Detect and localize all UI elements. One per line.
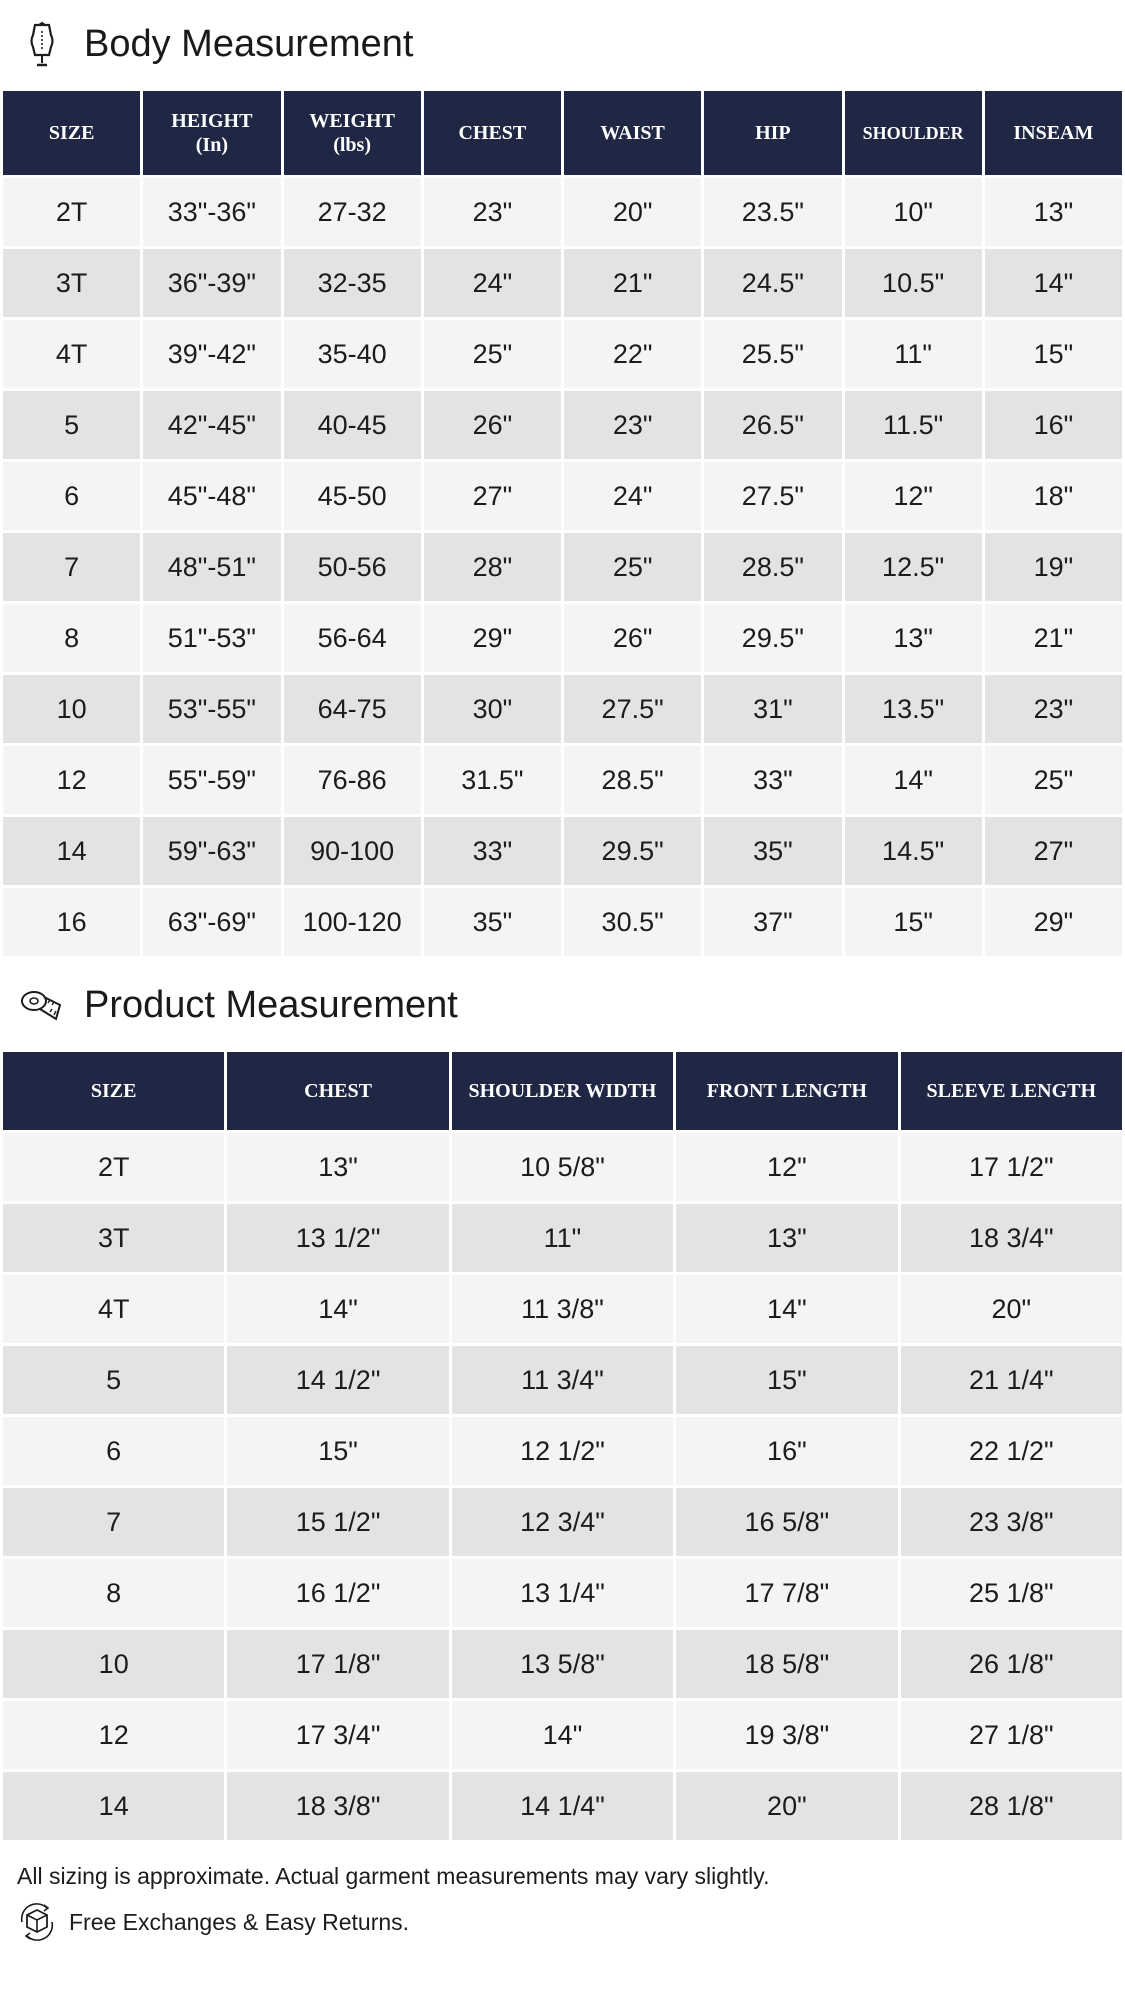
exchange-returns-note [0, 1902, 1125, 1942]
column-header-size: SIZE [3, 91, 140, 175]
table-cell: 13 1/2" [227, 1204, 448, 1272]
table-cell: 15" [985, 320, 1122, 388]
table-cell: 32-35 [284, 249, 421, 317]
table-cell: 25" [564, 533, 701, 601]
table-row [3, 1559, 1122, 1627]
product-measurement-title: Product Measurement [84, 983, 458, 1026]
table-row [3, 1701, 1122, 1769]
table-cell: 14" [845, 746, 982, 814]
table-cell: 30.5" [564, 888, 701, 956]
table-cell: 15 1/2" [227, 1488, 448, 1556]
table-cell: 10" [845, 178, 982, 246]
table-cell: 15" [227, 1417, 448, 1485]
table-cell: 14" [985, 249, 1122, 317]
product-measurement-table [0, 1049, 1125, 1843]
body-measurement-table [0, 88, 1125, 959]
table-row [3, 1417, 1122, 1485]
table-cell: 42"-45" [143, 391, 280, 459]
table-cell: 26" [564, 604, 701, 672]
table-cell: 17 1/2" [901, 1133, 1122, 1201]
table-row [3, 462, 1122, 530]
table-cell: 17 1/8" [227, 1630, 448, 1698]
table-row [3, 391, 1122, 459]
table-cell: 27 1/8" [901, 1701, 1122, 1769]
table-cell: 11.5" [845, 391, 982, 459]
table-cell: 27.5" [564, 675, 701, 743]
table-cell: 13.5" [845, 675, 982, 743]
table-cell: 19" [985, 533, 1122, 601]
column-header-inseam: INSEAM [985, 91, 1122, 175]
table-cell: 14 [3, 817, 140, 885]
exchange-returns-text: Free Exchanges & Easy Returns. [69, 1908, 410, 1935]
dress-form-icon [20, 19, 64, 69]
table-row [3, 1630, 1122, 1698]
table-cell: 10.5" [845, 249, 982, 317]
table-cell: 3T [3, 249, 140, 317]
table-row [3, 1346, 1122, 1414]
table-cell: 53"-55" [143, 675, 280, 743]
table-row [3, 1133, 1122, 1201]
table-cell: 29" [424, 604, 561, 672]
table-cell: 24" [564, 462, 701, 530]
table-cell: 26" [424, 391, 561, 459]
table-cell: 45-50 [284, 462, 421, 530]
table-cell: 12 [3, 746, 140, 814]
table-cell: 12 [3, 1701, 224, 1769]
table-cell: 6 [3, 462, 140, 530]
table-cell: 51"-53" [143, 604, 280, 672]
table-cell: 25" [424, 320, 561, 388]
column-header-shoulder: SHOULDER [845, 91, 982, 175]
table-cell: 29.5" [704, 604, 841, 672]
table-cell: 14" [452, 1701, 673, 1769]
table-cell: 13" [985, 178, 1122, 246]
table-row [3, 888, 1122, 956]
table-cell: 33" [424, 817, 561, 885]
table-cell: 33"-36" [143, 178, 280, 246]
table-cell: 20" [901, 1275, 1122, 1343]
table-cell: 30" [424, 675, 561, 743]
table-cell: 20" [564, 178, 701, 246]
table-row [3, 1275, 1122, 1343]
table-cell: 25.5" [704, 320, 841, 388]
table-cell: 26 1/8" [901, 1630, 1122, 1698]
product-measurement-header [0, 961, 1125, 1049]
table-cell: 35-40 [284, 320, 421, 388]
table-row [3, 1204, 1122, 1272]
column-header-front-length: FRONT LENGTH [676, 1052, 897, 1130]
table-cell: 27-32 [284, 178, 421, 246]
table-cell: 20" [676, 1772, 897, 1840]
table-cell: 14 1/2" [227, 1346, 448, 1414]
table-row [3, 320, 1122, 388]
table-cell: 14" [227, 1275, 448, 1343]
sizing-disclaimer: All sizing is approximate. Actual garment measurements may vary slightly. [17, 1863, 770, 1889]
table-cell: 64-75 [284, 675, 421, 743]
table-row [3, 746, 1122, 814]
table-cell: 40-45 [284, 391, 421, 459]
table-cell: 29.5" [564, 817, 701, 885]
table-cell: 19 3/8" [676, 1701, 897, 1769]
table-cell: 39"-42" [143, 320, 280, 388]
table-header-row [3, 91, 1122, 175]
table-cell: 17 7/8" [676, 1559, 897, 1627]
table-cell: 10 [3, 1630, 224, 1698]
table-cell: 28.5" [564, 746, 701, 814]
table-cell: 36"-39" [143, 249, 280, 317]
table-cell: 14 1/4" [452, 1772, 673, 1840]
table-cell: 23.5" [704, 178, 841, 246]
table-cell: 48"-51" [143, 533, 280, 601]
table-cell: 59"-63" [143, 817, 280, 885]
table-cell: 14 [3, 1772, 224, 1840]
table-cell: 27.5" [704, 462, 841, 530]
table-cell: 14.5" [845, 817, 982, 885]
table-cell: 12" [845, 462, 982, 530]
table-cell: 100-120 [284, 888, 421, 956]
column-header-size: SIZE [3, 1052, 224, 1130]
table-cell: 15" [676, 1346, 897, 1414]
table-cell: 25 1/8" [901, 1559, 1122, 1627]
table-cell: 8 [3, 1559, 224, 1627]
table-row [3, 604, 1122, 672]
table-cell: 13 1/4" [452, 1559, 673, 1627]
table-cell: 21" [985, 604, 1122, 672]
table-cell: 16 1/2" [227, 1559, 448, 1627]
table-cell: 31.5" [424, 746, 561, 814]
table-cell: 11" [845, 320, 982, 388]
table-cell: 13 5/8" [452, 1630, 673, 1698]
body-measurement-header [0, 0, 1125, 88]
table-cell: 26.5" [704, 391, 841, 459]
table-cell: 4T [3, 320, 140, 388]
table-cell: 35" [424, 888, 561, 956]
table-cell: 16 [3, 888, 140, 956]
table-cell: 21 1/4" [901, 1346, 1122, 1414]
table-cell: 5 [3, 391, 140, 459]
table-cell: 90-100 [284, 817, 421, 885]
column-header-height: HEIGHT (In) [143, 91, 280, 175]
table-cell: 18" [985, 462, 1122, 530]
table-cell: 63"-69" [143, 888, 280, 956]
table-cell: 13" [676, 1204, 897, 1272]
table-cell: 17 3/4" [227, 1701, 448, 1769]
table-cell: 24" [424, 249, 561, 317]
table-cell: 8 [3, 604, 140, 672]
table-cell: 10 5/8" [452, 1133, 673, 1201]
table-cell: 5 [3, 1346, 224, 1414]
table-cell: 27" [985, 817, 1122, 885]
table-cell: 23 3/8" [901, 1488, 1122, 1556]
table-cell: 23" [564, 391, 701, 459]
table-cell: 33" [704, 746, 841, 814]
table-cell: 14" [676, 1275, 897, 1343]
column-header-hip: HIP [704, 91, 841, 175]
table-header-row [3, 1052, 1122, 1130]
table-cell: 27" [424, 462, 561, 530]
table-cell: 18 3/4" [901, 1204, 1122, 1272]
table-cell: 12" [676, 1133, 897, 1201]
table-cell: 11" [452, 1204, 673, 1272]
column-header-chest: CHEST [227, 1052, 448, 1130]
table-cell: 28 1/8" [901, 1772, 1122, 1840]
table-cell: 21" [564, 249, 701, 317]
table-cell: 16" [985, 391, 1122, 459]
table-cell: 12 1/2" [452, 1417, 673, 1485]
table-cell: 13" [227, 1133, 448, 1201]
table-row [3, 249, 1122, 317]
table-cell: 2T [3, 1133, 224, 1201]
column-header-shoulder-width: SHOULDER WIDTH [452, 1052, 673, 1130]
table-cell: 11 3/4" [452, 1346, 673, 1414]
body-measurement-title: Body Measurement [84, 22, 414, 65]
table-cell: 10 [3, 675, 140, 743]
table-cell: 37" [704, 888, 841, 956]
column-header-sleeve-length: SLEEVE LENGTH [901, 1052, 1122, 1130]
table-cell: 15" [845, 888, 982, 956]
table-row [3, 533, 1122, 601]
table-cell: 7 [3, 1488, 224, 1556]
table-cell: 6 [3, 1417, 224, 1485]
column-header-chest: CHEST [424, 91, 561, 175]
table-cell: 12.5" [845, 533, 982, 601]
table-cell: 18 5/8" [676, 1630, 897, 1698]
table-cell: 4T [3, 1275, 224, 1343]
table-cell: 3T [3, 1204, 224, 1272]
table-cell: 55"-59" [143, 746, 280, 814]
table-row [3, 817, 1122, 885]
table-cell: 23" [424, 178, 561, 246]
table-cell: 13" [845, 604, 982, 672]
table-cell: 16 5/8" [676, 1488, 897, 1556]
table-row [3, 1488, 1122, 1556]
table-cell: 22 1/2" [901, 1417, 1122, 1485]
table-row [3, 178, 1122, 246]
table-cell: 11 3/8" [452, 1275, 673, 1343]
table-cell: 35" [704, 817, 841, 885]
table-cell: 7 [3, 533, 140, 601]
table-cell: 50-56 [284, 533, 421, 601]
table-cell: 28.5" [704, 533, 841, 601]
table-cell: 22" [564, 320, 701, 388]
table-cell: 18 3/8" [227, 1772, 448, 1840]
table-cell: 25" [985, 746, 1122, 814]
table-cell: 28" [424, 533, 561, 601]
table-cell: 76-86 [284, 746, 421, 814]
table-cell: 24.5" [704, 249, 841, 317]
measuring-tape-icon [20, 980, 64, 1030]
table-cell: 45"-48" [143, 462, 280, 530]
table-row [3, 1772, 1122, 1840]
table-cell: 16" [676, 1417, 897, 1485]
table-row [3, 675, 1122, 743]
table-cell: 12 3/4" [452, 1488, 673, 1556]
table-cell: 23" [985, 675, 1122, 743]
box-exchange-icon [17, 1902, 57, 1942]
table-cell: 56-64 [284, 604, 421, 672]
table-cell: 2T [3, 178, 140, 246]
table-cell: 31" [704, 675, 841, 743]
table-cell: 29" [985, 888, 1122, 956]
column-header-waist: WAIST [564, 91, 701, 175]
column-header-weight: WEIGHT (lbs) [284, 91, 421, 175]
